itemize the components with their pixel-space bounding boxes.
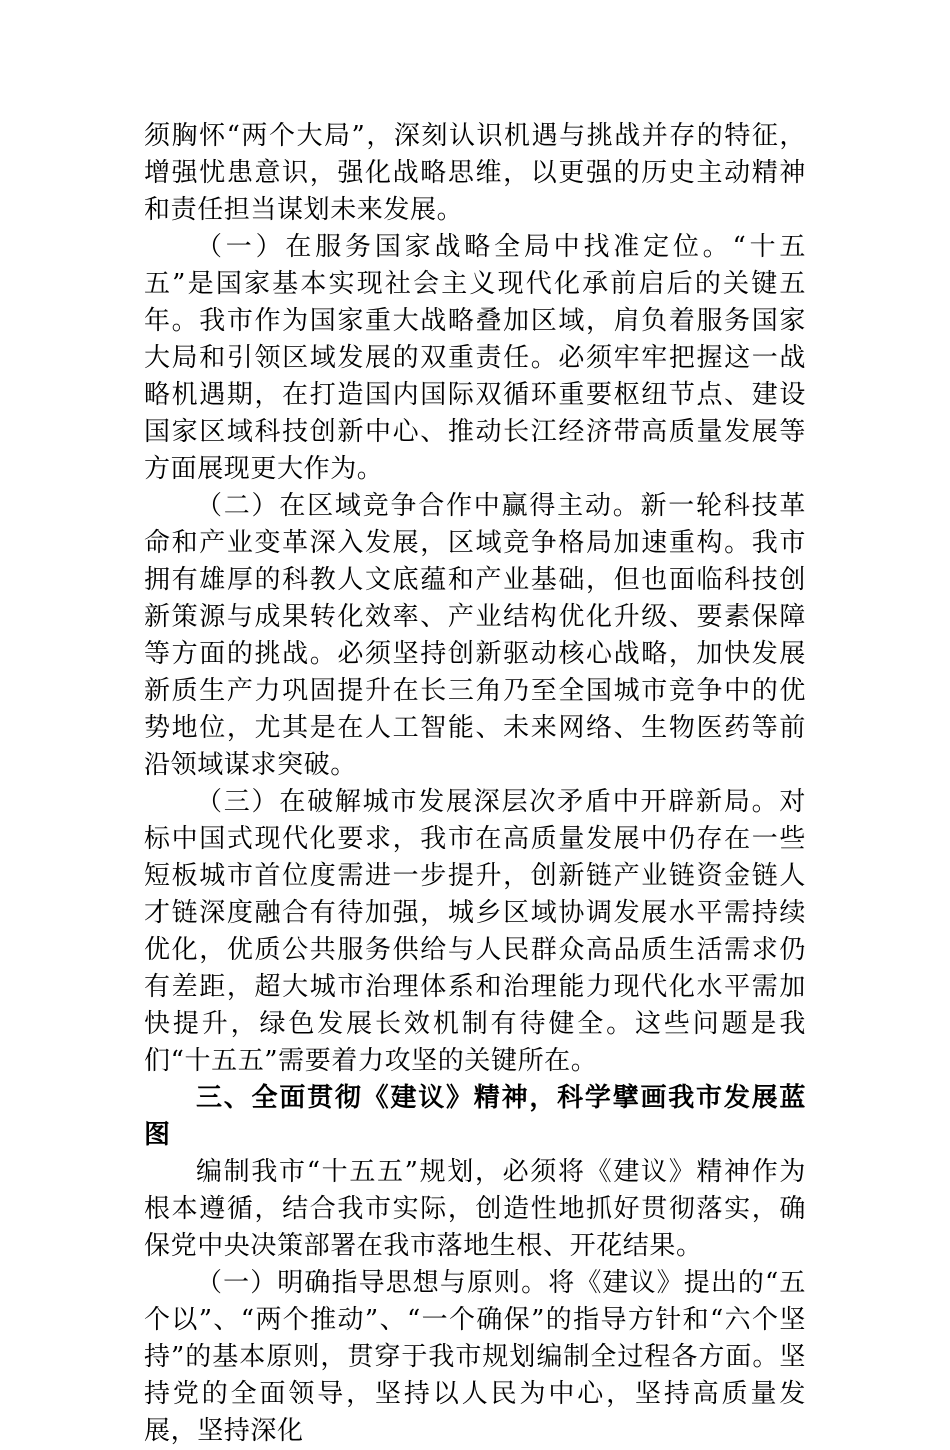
- document-body: [144, 118, 806, 1450]
- paragraph-section-3-intro: 编制我市“十五五”规划，必须将《建议》精神作为根本遵循，结合我市实际，创造性地抓好贯彻落实，确保党中央决策部署在我市落地生根、开花结果。: [144, 1157, 806, 1261]
- paragraph-section-3: （三）在破解城市发展深层次矛盾中开辟新局。对标中国式现代化要求，我市在高质量发展中仍存在一些短板城市首位度需进一步提升，创新链产业链资金链人才链深度融合有待加强，城乡区域协调发展水平需持续优化，优质公共服务供给与人民群众高品质生活需求仍有差距，超大城市治理体系和治理能力现代化水平需加快提升，绿色发展长效机制有待健全。这些问题是我们“十五五”需要着力攻坚的关键所在。: [144, 787, 806, 1076]
- paragraph-section-1: （一）在服务国家战略全局中找准定位。“十五五”是国家基本实现社会主义现代化承前启后的关键五年。我市作为国家重大战略叠加区域，肩负着服务国家大局和引领区域发展的双重责任。必须牢牢把握这一战略机遇期，在打造国内国际双循环重要枢纽节点、建设国家区域科技创新中心、推动长江经济带高质量发展等方面展现更大作为。: [144, 232, 806, 484]
- section-heading-3: 三、全面贯彻《建议》精神，科学擘画我市发展蓝图: [144, 1083, 806, 1150]
- paragraph-section-2: （二）在区域竞争合作中赢得主动。新一轮科技革命和产业变革深入发展，区域竞争格局加速重构。我市拥有雄厚的科教人文底蕴和产业基础，但也面临科技创新策源与成果转化效率、产业结构优化升级、要素保障等方面的挑战。必须坚持创新驱动核心战略，加快发展新质生产力巩固提升在长三角乃至全国城市竞争中的优势地位，尤其是在人工智能、未来网络、生物医药等前沿领域谋求突破。: [144, 491, 806, 780]
- paragraph-section-3-1: （一）明确指导思想与原则。将《建议》提出的“五个以”、“两个推动”、“一个确保”的指导方针和“六个坚持”的基本原则，贯穿于我市规划编制全过程各方面。坚持党的全面领导，坚持以人民为中心，坚持高质量发展，坚持深化: [144, 1268, 806, 1446]
- paragraph-intro-continued: 须胸怀“两个大局”，深刻认识机遇与挑战并存的特征，增强忧患意识，强化战略思维，以更强的历史主动精神和责任担当谋划未来发展。: [144, 121, 806, 225]
